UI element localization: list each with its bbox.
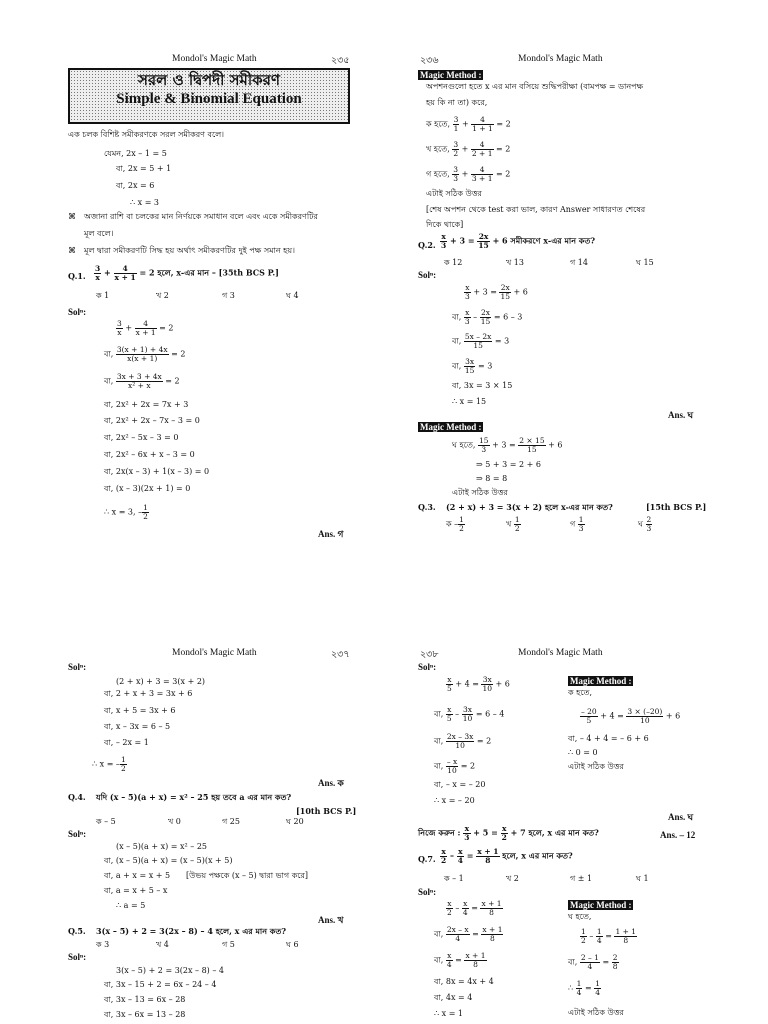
option: গ 25 xyxy=(222,817,240,826)
magic-method-label: Magic Method : xyxy=(420,70,482,80)
check-line: ∴ $\frac{1}{4}$ = $\frac{1}{4}$ xyxy=(568,979,600,997)
option: গ ± 1 xyxy=(570,874,593,883)
answer-label: Ans. ক xyxy=(318,778,344,788)
solution-step: $\frac{x}{5}$ + 4 = $\frac{3x}{10}$ + 6 xyxy=(447,675,510,693)
solution-step: বা, 3x – 6x = 13 – 28 xyxy=(104,1010,186,1019)
question-number: Q.4. xyxy=(68,792,86,802)
solution-step: বা, (x – 5)(a + x) = (x – 5)(x + 5) xyxy=(104,856,233,865)
correct-note: এটাই সঠিক উত্তর xyxy=(568,762,624,771)
solution-step: বা, $\frac{5x - 2x}{15}$ = 3 xyxy=(452,332,510,350)
solution-step: 3(x – 5) + 2 = 3(2x – 8) – 4 xyxy=(116,966,224,975)
solution-step: বা, $\frac{3(x + 1) + 4x}{x(x + 1)}$ = 2 xyxy=(104,345,186,363)
option: গ 3 xyxy=(222,291,235,300)
page-236 xyxy=(384,0,768,512)
check-line: ঘ হতে, $\frac{15}{3}$ + 3 = $\frac{2 \times 15}{15}$ + 6 xyxy=(452,436,563,454)
solution-step: বা, x + 5 = 3x + 6 xyxy=(104,706,176,715)
solution-step: বা, 2x² + 2x – 7x – 3 = 0 xyxy=(104,416,200,425)
method-text: হয় কি না তা) করে, xyxy=(426,98,488,107)
page-235 xyxy=(0,0,384,539)
check-line: খ হতে, $\frac{3}{2}$ + $\frac{4}{2 + 1}$ = 2 xyxy=(426,140,511,158)
solution-step: বা, 2x² – 5x – 3 = 0 xyxy=(104,433,179,442)
magic-method-label: Magic Method : xyxy=(570,900,632,910)
option: গ 14 xyxy=(570,258,588,267)
solution-step: (x – 5)(a + x) = x² – 25 xyxy=(116,842,208,851)
page-237 xyxy=(0,512,384,1024)
question-number: Q.1. xyxy=(68,271,86,281)
question-text: $\frac{x}{3}$ + 3 = $\frac{2x}{15}$ + 6 সমীকরণে x-এর মান কত? xyxy=(441,232,596,250)
option: খ 0 xyxy=(168,817,181,826)
option: খ 2 xyxy=(156,291,169,300)
running-header: Mondol's Magic Math xyxy=(518,54,603,64)
option: খ $\frac{1}{2}$ xyxy=(506,515,520,533)
solution-final: ∴ x = 15 xyxy=(452,397,487,406)
solution-step: বা, $\frac{3x + 3 + 4x}{\text{x² + x}}$ = 2 xyxy=(104,372,180,390)
solution-label: Solⁿ: xyxy=(418,662,437,672)
note-text: মূল বলে। xyxy=(84,229,114,238)
solution-label: Solⁿ: xyxy=(68,662,87,672)
solution-note: [উভয় পক্ষকে (x – 5) দ্বারা ভাগ করে] xyxy=(186,871,309,880)
solution-label: Solⁿ: xyxy=(68,307,87,317)
check-line: গ হতে, $\frac{3}{3}$ + $\frac{4}{3 + 1}$ = 2 xyxy=(426,165,511,183)
page-number: ২৩৭ xyxy=(331,650,350,660)
solution-final: ∴ x = – 20 xyxy=(434,796,475,805)
running-header: Mondol's Magic Math xyxy=(172,648,257,658)
option: ক – $\frac{1}{2}$ xyxy=(446,515,464,533)
option: গ 5 xyxy=(222,940,235,949)
option: ঘ 1 xyxy=(636,874,649,883)
question-number: Q.5. xyxy=(68,926,86,936)
question-text: (2 + x) + 3 = 3(x + 2) হলে x-এর মান কত? xyxy=(446,502,613,512)
page-number: ২৩৮ xyxy=(420,650,439,660)
option: ক 3 xyxy=(96,940,110,949)
solution-step: বা, 2x² + 2x = 7x + 3 xyxy=(104,400,189,409)
option: ক – 5 xyxy=(96,817,116,826)
option: খ 4 xyxy=(156,940,169,949)
check-line: বা, $\frac{2 - 1}{4}$ = $\frac{2}{8}$ xyxy=(568,953,618,971)
check-line: $\frac{- 20}{5}$ + 4 = $\frac{3 \times (-20)}{10}$ + 6 xyxy=(581,707,681,725)
try-yourself-label: নিজে করুন : $\frac{x}{3}$ + 5 = $\frac{x}{2}$ + 7 হলে, x এর মান কত? xyxy=(418,824,599,842)
magic-method-label: Magic Method : xyxy=(420,422,482,432)
option: ঘ 15 xyxy=(636,258,654,267)
page-238 xyxy=(384,512,768,1024)
correct-note: এটাই সঠিক উত্তর xyxy=(568,1008,624,1017)
question-text: 3(x – 5) + 2 = 3(2x – 8) – 4 হলে, x এর মান কত? xyxy=(96,926,287,936)
answer-label: Ans. গ xyxy=(318,529,344,539)
solution-label: Solⁿ: xyxy=(68,829,87,839)
solution-step: বা, 3x = 3 × 15 xyxy=(452,381,513,390)
question-number: Q.7. xyxy=(418,854,436,864)
option: ক – 1 xyxy=(444,874,464,883)
question-text: $\frac{x}{2}$ – $\frac{x}{4}$ = $\frac{x + 1}{8}$ হলে, x এর মান কত? xyxy=(441,847,573,865)
solution-step: বা, $\frac{2x - x}{4}$ = $\frac{x + 1}{8}$ xyxy=(434,925,503,943)
solution-label: Solⁿ: xyxy=(68,952,87,962)
question-text: $\frac{3}{x}$ + $\frac{4}{x + 1}$ = 2 হলে, x-এর মান – [35th BCS P.] xyxy=(95,264,279,282)
solution-step: $\frac{3}{x}$ + $\frac{4}{x + 1}$ = 2 xyxy=(117,319,174,337)
option: খ 2 xyxy=(506,874,519,883)
solution-step: বা, 2x² – 6x + x – 3 = 0 xyxy=(104,450,195,459)
solution-step: বা, – x = – 20 xyxy=(434,780,486,789)
check-line: ⇒ 5 + 3 = 2 + 6 xyxy=(476,460,541,469)
solution-step: বা, $\frac{x}{3}$ – $\frac{2x}{15}$ = 6 – 3 xyxy=(452,308,523,326)
note-bullet: ⌘ xyxy=(68,246,76,255)
check-line: ক হতে, xyxy=(568,688,593,697)
chapter-banner xyxy=(68,68,350,124)
solution-final: ∴ x = 1 xyxy=(434,1009,464,1018)
option: খ 13 xyxy=(506,258,524,267)
option: ঘ 20 xyxy=(286,817,304,826)
magic-method-label: Magic Method : xyxy=(570,676,632,686)
page-number: ২৩৬ xyxy=(420,56,439,66)
note-text: অজানা রাশি বা চলকের মান নির্ণয়কে সমাধান বলে এবং একে সমীকরণটির xyxy=(84,212,318,221)
solution-final: ∴ x = – $\frac{1}{2}$ xyxy=(92,755,126,773)
example-line: বা, 2x = 6 xyxy=(116,181,155,190)
page-number: ২৩৫ xyxy=(331,56,350,66)
question-tag: [15th BCS P.] xyxy=(646,502,707,512)
correct-note: এটাই সঠিক উত্তর xyxy=(426,189,482,198)
solution-final: ∴ x = 3, – $\frac{1}{2}$ xyxy=(104,503,148,521)
advice-text: [শেষ অপশন থেকে test করা ভাল, কারণ Answer সাধারণত শেষের xyxy=(426,205,646,214)
example-line: বা, 2x = 5 + 1 xyxy=(116,164,172,173)
solution-step: বা, $\frac{- x}{10}$ = 2 xyxy=(434,757,476,775)
solution-step: বা, a = x + 5 – x xyxy=(104,886,168,895)
solution-step: $\frac{x}{3}$ + 3 = $\frac{2x}{15}$ + 6 xyxy=(465,283,528,301)
solution-step: বা, 3x – 13 = 6x – 28 xyxy=(104,995,186,1004)
answer-label: Ans. ঘ xyxy=(668,410,694,420)
solution-step: বা, – 2x = 1 xyxy=(104,738,149,747)
check-line: $\frac{1}{2}$ – $\frac{1}{4}$ = $\frac{1 + 1}{8}$ xyxy=(581,927,637,945)
solution-step: বা, 2x(x – 3) + 1(x – 3) = 0 xyxy=(104,467,210,476)
option: ক 12 xyxy=(444,258,463,267)
option: গ $\frac{1}{3}$ xyxy=(570,515,584,533)
check-line: ⇒ 8 = 8 xyxy=(476,474,508,483)
running-header: Mondol's Magic Math xyxy=(172,54,257,64)
correct-note: এটাই সঠিক উত্তর xyxy=(452,488,508,497)
solution-step: বা, $\frac{3x}{15}$ = 3 xyxy=(452,357,493,375)
solution-step: (2 + x) + 3 = 3(x + 2) xyxy=(116,677,206,686)
solution-step: বা, $\frac{x}{4}$ = $\frac{x + 1}{8}$ xyxy=(434,951,486,969)
note-text: মূল দ্বারা সমীকরণটি সিদ্ধ হয় অর্থাৎ সমীকরণটির দুই পক্ষ সমান হয়। xyxy=(84,246,295,255)
option: ঘ 4 xyxy=(286,291,299,300)
question-text: যদি (x – 5)(a + x) = x² – 25 হয় তবে a এর মান কত? xyxy=(96,792,292,802)
solution-label: Solⁿ: xyxy=(418,270,437,280)
note-bullet: ⌘ xyxy=(68,212,76,221)
answer-label: Ans. ঘ xyxy=(668,812,694,822)
check-line: বা, – 4 + 4 = – 6 + 6 xyxy=(568,734,649,743)
question-tag: [10th BCS P.] xyxy=(296,806,357,816)
check-line: ক হতে, $\frac{3}{1}$ + $\frac{4}{1 + 1}$ = 2 xyxy=(426,115,511,133)
answer-label: Ans. খ xyxy=(318,915,344,925)
question-number: Q.3. xyxy=(418,502,436,512)
solution-step: বা, a + x = x + 5 xyxy=(104,871,171,880)
solution-step: বা, 3x – 15 + 2 = 6x – 24 – 4 xyxy=(104,980,217,989)
example-line: যেমন, 2x – 1 = 5 xyxy=(104,149,167,158)
advice-text: দিকে থাকে] xyxy=(426,220,464,229)
solution-step: বা, 2 + x + 3 = 3x + 6 xyxy=(104,689,193,698)
question-number: Q.2. xyxy=(418,240,436,250)
solution-step: বা, x – 3x = 6 – 5 xyxy=(104,722,171,731)
definition-text: এক চলক বিশিষ্ট সমীকরণকে সরল সমীকরণ বলে। xyxy=(68,130,225,139)
method-text: অপশনগুলো হতে x এর মান বসিয়ে শুদ্ধিপরীক্ষা (বামপক্ষ = ডানপক্ষ xyxy=(426,82,644,91)
solution-final: ∴ a = 5 xyxy=(116,901,146,910)
solution-step: বা, 4x = 4 xyxy=(434,993,473,1002)
option: ঘ $\frac{2}{3}$ xyxy=(638,515,652,533)
solution-label: Solⁿ: xyxy=(418,887,437,897)
chapter-title-english: Simple & Binomial Equation xyxy=(116,91,302,107)
check-line: ঘ হতে, xyxy=(568,912,592,921)
solution-step: বা, (x – 3)(2x + 1) = 0 xyxy=(104,484,191,493)
running-header: Mondol's Magic Math xyxy=(518,648,603,658)
chapter-title-bangla: সরল ও দ্বিপদী সমীকরণ xyxy=(138,71,280,89)
option: ক 1 xyxy=(96,291,110,300)
solution-step: বা, 8x = 4x + 4 xyxy=(434,977,494,986)
option: ঘ 6 xyxy=(286,940,299,949)
try-answer: Ans. – 12 xyxy=(660,830,696,840)
check-line: ∴ 0 = 0 xyxy=(568,748,598,757)
solution-step: বা, $\frac{2x - 3x}{10}$ = 2 xyxy=(434,732,492,750)
solution-step: $\frac{x}{2}$ – $\frac{x}{4}$ = $\frac{x + 1}{8}$ xyxy=(447,899,502,917)
example-line: ∴ x = 3 xyxy=(130,198,160,207)
solution-step: বা, $\frac{x}{5}$ – $\frac{3x}{10}$ = 6 – 4 xyxy=(434,705,505,723)
